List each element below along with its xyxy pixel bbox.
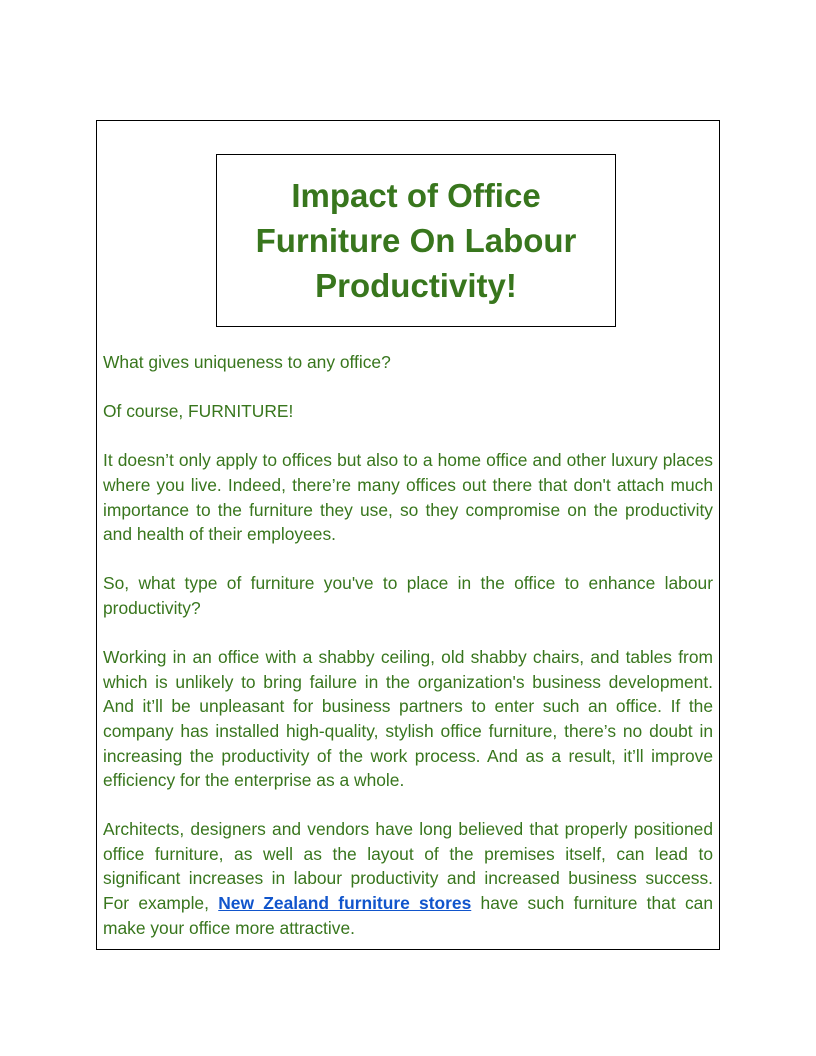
paragraph-home-office: It doesn’t only apply to offices but also to a home office and other luxury places where you live. Indeed, there’re many offices out there that don't attach much importance to the furniture they use, so they compromise on the productivity and health of their employees. bbox=[103, 450, 713, 545]
paragraph-answer: Of course, FURNITURE! bbox=[103, 401, 294, 422]
page-title: Impact of Office Furniture On Labour Productivity! bbox=[255, 177, 577, 304]
paragraph-furniture-question: So, what type of furniture you've to place in the office to enhance labour productivity? bbox=[103, 573, 713, 618]
paragraph-architects bbox=[103, 817, 713, 940]
article-body bbox=[103, 350, 713, 965]
paragraph-architects-text-end: have such furniture that can make your office more attractive. bbox=[103, 893, 713, 938]
furniture-stores-link[interactable]: New Zealand furniture stores bbox=[218, 893, 472, 914]
title-box bbox=[216, 154, 616, 327]
paragraph-shabby-office: Working in an office with a shabby ceiling, old shabby chairs, and tables from which is unlikely to bring failure in the organization's business development. And it’ll be unpleasant for business partners to enter such an office. If the company has installed high-quality, stylish office furniture, there’s no doubt in increasing the productivity of the work process. And as a result, it’ll improve efficiency for the enterprise as a whole. bbox=[103, 647, 713, 791]
paragraph-architects-text: Architects, designers and vendors have long believed that properly positioned office furniture, as well as the layout of the premises itself, can lead to significant increases in labour productivity and increased business success. For example, bbox=[103, 819, 713, 914]
paragraph-intro-question: What gives uniqueness to any office? bbox=[103, 352, 391, 372]
